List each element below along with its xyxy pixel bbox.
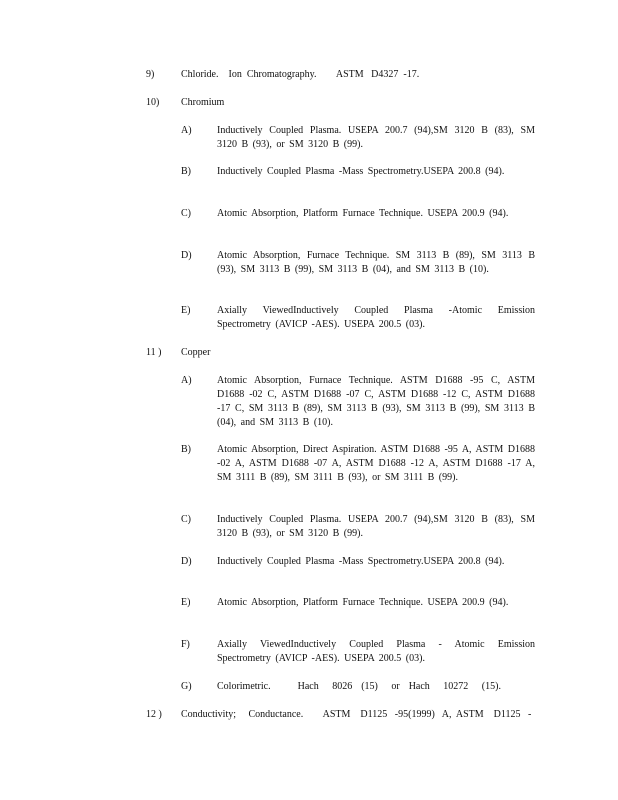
subitem-letter: B) xyxy=(181,444,191,455)
subitem-text: Atomic Absorption, Platform Furnace Technique. USEPA 200.9 (94). xyxy=(217,208,509,219)
item-number: 11 ) xyxy=(146,347,162,358)
subitem-letter: A) xyxy=(181,125,192,136)
subitem-letter: D) xyxy=(181,250,192,261)
item-text: Conductivity; Conductance. ASTM D1125 -95(1999) A, ASTM D1125 - xyxy=(181,709,532,720)
item-text: Chloride. Ion Chromatography. ASTM D4327 -17. xyxy=(181,69,420,80)
subitem-text: Colorimetric. Hach 8026 (15) or Hach 10272 (15). xyxy=(217,681,501,692)
item-number: 9) xyxy=(146,69,155,80)
subitem-text: Inductively Coupled Plasma -Mass Spectrometry.USEPA 200.8 (94). xyxy=(217,556,505,567)
subitem-text: Inductively Coupled Plasma. USEPA 200.7 (94),SM 3120 B (83), SM 3120 B (93), or SM 3120 B (99). xyxy=(217,125,535,150)
subitem-text: Inductively Coupled Plasma. USEPA 200.7 (94),SM 3120 B (83), SM 3120 B (93), or SM 3120 B (99). xyxy=(217,514,535,539)
subitem-letter: D) xyxy=(181,556,192,567)
subitem-text: Atomic Absorption, Furnace Technique. SM 3113 B (89), SM 3113 B (93), SM 3113 B (99), SM 3113 B (04), and SM 3113 B (10). xyxy=(217,250,535,275)
item-heading: Copper xyxy=(181,347,211,358)
subitem-text: Atomic Absorption, Platform Furnace Technique. USEPA 200.9 (94). xyxy=(217,597,509,608)
subitem-letter: C) xyxy=(181,514,191,525)
subitem-text: Atomic Absorption, Furnace Technique. ASTM D1688 -95 C, ASTM D1688 -02 C, ASTM D1688 -07 C, ASTM D1688 -12 C, ASTM D1688 -17 C, SM 3113 B (89), SM 3113 B (93), SM 3113 B (99), SM 3113 B (04), and SM 3113 B (10). xyxy=(217,375,535,428)
item-number: 10) xyxy=(146,97,160,108)
subitem-letter: B) xyxy=(181,166,191,177)
subitem-letter: E) xyxy=(181,597,191,608)
subitem-text: Inductively Coupled Plasma -Mass Spectrometry.USEPA 200.8 (94). xyxy=(217,166,505,177)
subitem-letter: C) xyxy=(181,208,191,219)
subitem-text: Atomic Absorption, Direct Aspiration. ASTM D1688 -95 A, ASTM D1688 -02 A, ASTM D1688 -07 A, ASTM D1688 -12 A, ASTM D1688 -17 A, SM 3111 B (89), SM 3111 B (93), or SM 3111 B (99). xyxy=(217,444,535,483)
subitem-letter: F) xyxy=(181,639,190,650)
subitem-text: Axially ViewedInductively Coupled Plasma -Atomic Emission Spectrometry (AVICP -AES). USEPA 200.5 (03). xyxy=(217,305,535,330)
item-number: 12 ) xyxy=(146,709,162,720)
subitem-letter: A) xyxy=(181,375,192,386)
subitem-text: Axially ViewedInductively Coupled Plasma - Atomic Emission Spectrometry (AVICP -AES). USEPA 200.5 (03). xyxy=(217,639,535,664)
subitem-letter: E) xyxy=(181,305,191,316)
item-heading: Chromium xyxy=(181,97,225,108)
subitem-letter: G) xyxy=(181,681,192,692)
